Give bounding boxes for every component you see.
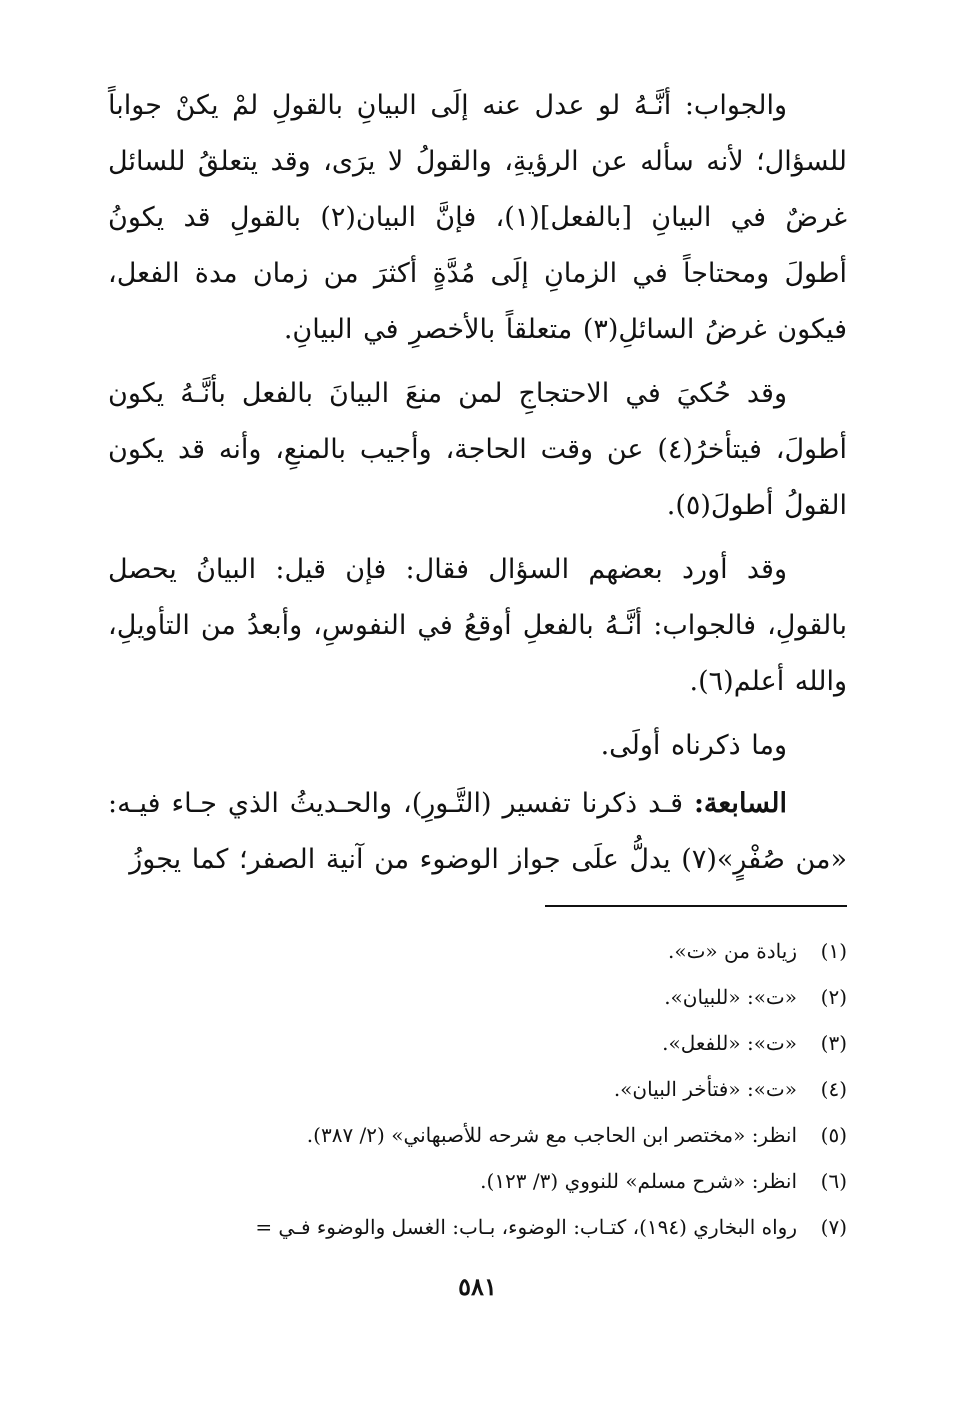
footnote-number: (٥) <box>820 1123 847 1147</box>
footnote-number: (٢) <box>820 985 847 1009</box>
footnote-separator <box>545 905 847 907</box>
paragraph-5-text: قـد ذكرنا تفسير (التَّـورِ)، والحـديثُ الذي جـاء فيـه: «من صُفْرٍ»(٧) يدلُّ علَى جواز الوضوء من آنية الصفر؛ كما يجوزُ <box>108 788 847 875</box>
footnote-number: (٤) <box>820 1077 847 1101</box>
footnote-text: رواه البخاري (١٩٤)، كتـاب: الوضوء، بـاب: الغسل والوضوء فـي = <box>255 1215 797 1239</box>
footnotes <box>108 928 847 1250</box>
footnote-number: (٦) <box>820 1169 847 1193</box>
main-text <box>108 78 847 896</box>
footnote <box>108 1112 847 1158</box>
footnote <box>108 1204 847 1250</box>
footnote-number: (١) <box>820 939 847 963</box>
footnote-number: (٧) <box>820 1215 847 1239</box>
footnote <box>108 1158 847 1204</box>
footnote-text: انظر: «مختصر ابن الحاجب مع شرحه للأصبهاني» (٢/ ٣٨٧). <box>306 1123 797 1147</box>
paragraph-2: وقد حُكيَ في الاحتجاجِ لمن منعَ البيانَ بالفعل بأنَّـهُ يكون أطولَ، فيتأخرُ(٤) عن وقت الحاجة، وأجيب بالمنعِ، وأنه قد يكون القولُ أطولَ(٥). <box>108 378 847 521</box>
footnote-text: انظر: «شرح مسلم» للنووي (٣/ ١٢٣). <box>480 1169 797 1193</box>
footnote-number: (٣) <box>820 1031 847 1055</box>
footnote <box>108 1020 847 1066</box>
paragraph-1: والجواب: أنَّـهُ لو عدل عنه إلَى البيانِ بالقولِ لمْ يكنْ جواباً للسؤال؛ لأنه سأله عن الرؤيةِ، والقولُ لا يرَى، وقد يتعلقُ للسائل غرضٌ في البيانِ [بالفعل](١)، فإنَّ البيان(٢) بالقولِ قد يكونُ أطولَ ومحتاجاً في الزمانِ إلَى مُدَّةٍ أكثرَ من زمان مدة الفعل، فيكون غرضُ السائلِ(٣) متعلقاً بالأخصرِ في البيانِ. <box>108 90 847 345</box>
footnote <box>108 1066 847 1112</box>
footnote <box>108 928 847 974</box>
paragraph-4: وما ذكرناه أولَى. <box>600 730 787 761</box>
footnote-text: «ت»: «للفعل». <box>662 1031 797 1055</box>
paragraph-3: وقد أورد بعضهم السؤال فقال: فإن قيل: البيانُ يحصل بالقولِ، فالجواب: أنَّـهُ بالفعلِ أوقعُ في النفوسِ، وأبعدُ من التأويلِ، والله أعلم(٦). <box>108 554 847 697</box>
footnote-text: زيادة من «ت». <box>667 939 797 963</box>
paragraph-5 <box>108 776 847 888</box>
footnote-text: «ت»: «للبيان». <box>664 985 797 1009</box>
footnote <box>108 974 847 1020</box>
paragraph-5-lead: السابعة: <box>693 788 787 819</box>
page-number: ٥٨١ <box>458 1272 497 1301</box>
footnote-text: «ت»: «فتأخر البيان». <box>613 1077 797 1101</box>
